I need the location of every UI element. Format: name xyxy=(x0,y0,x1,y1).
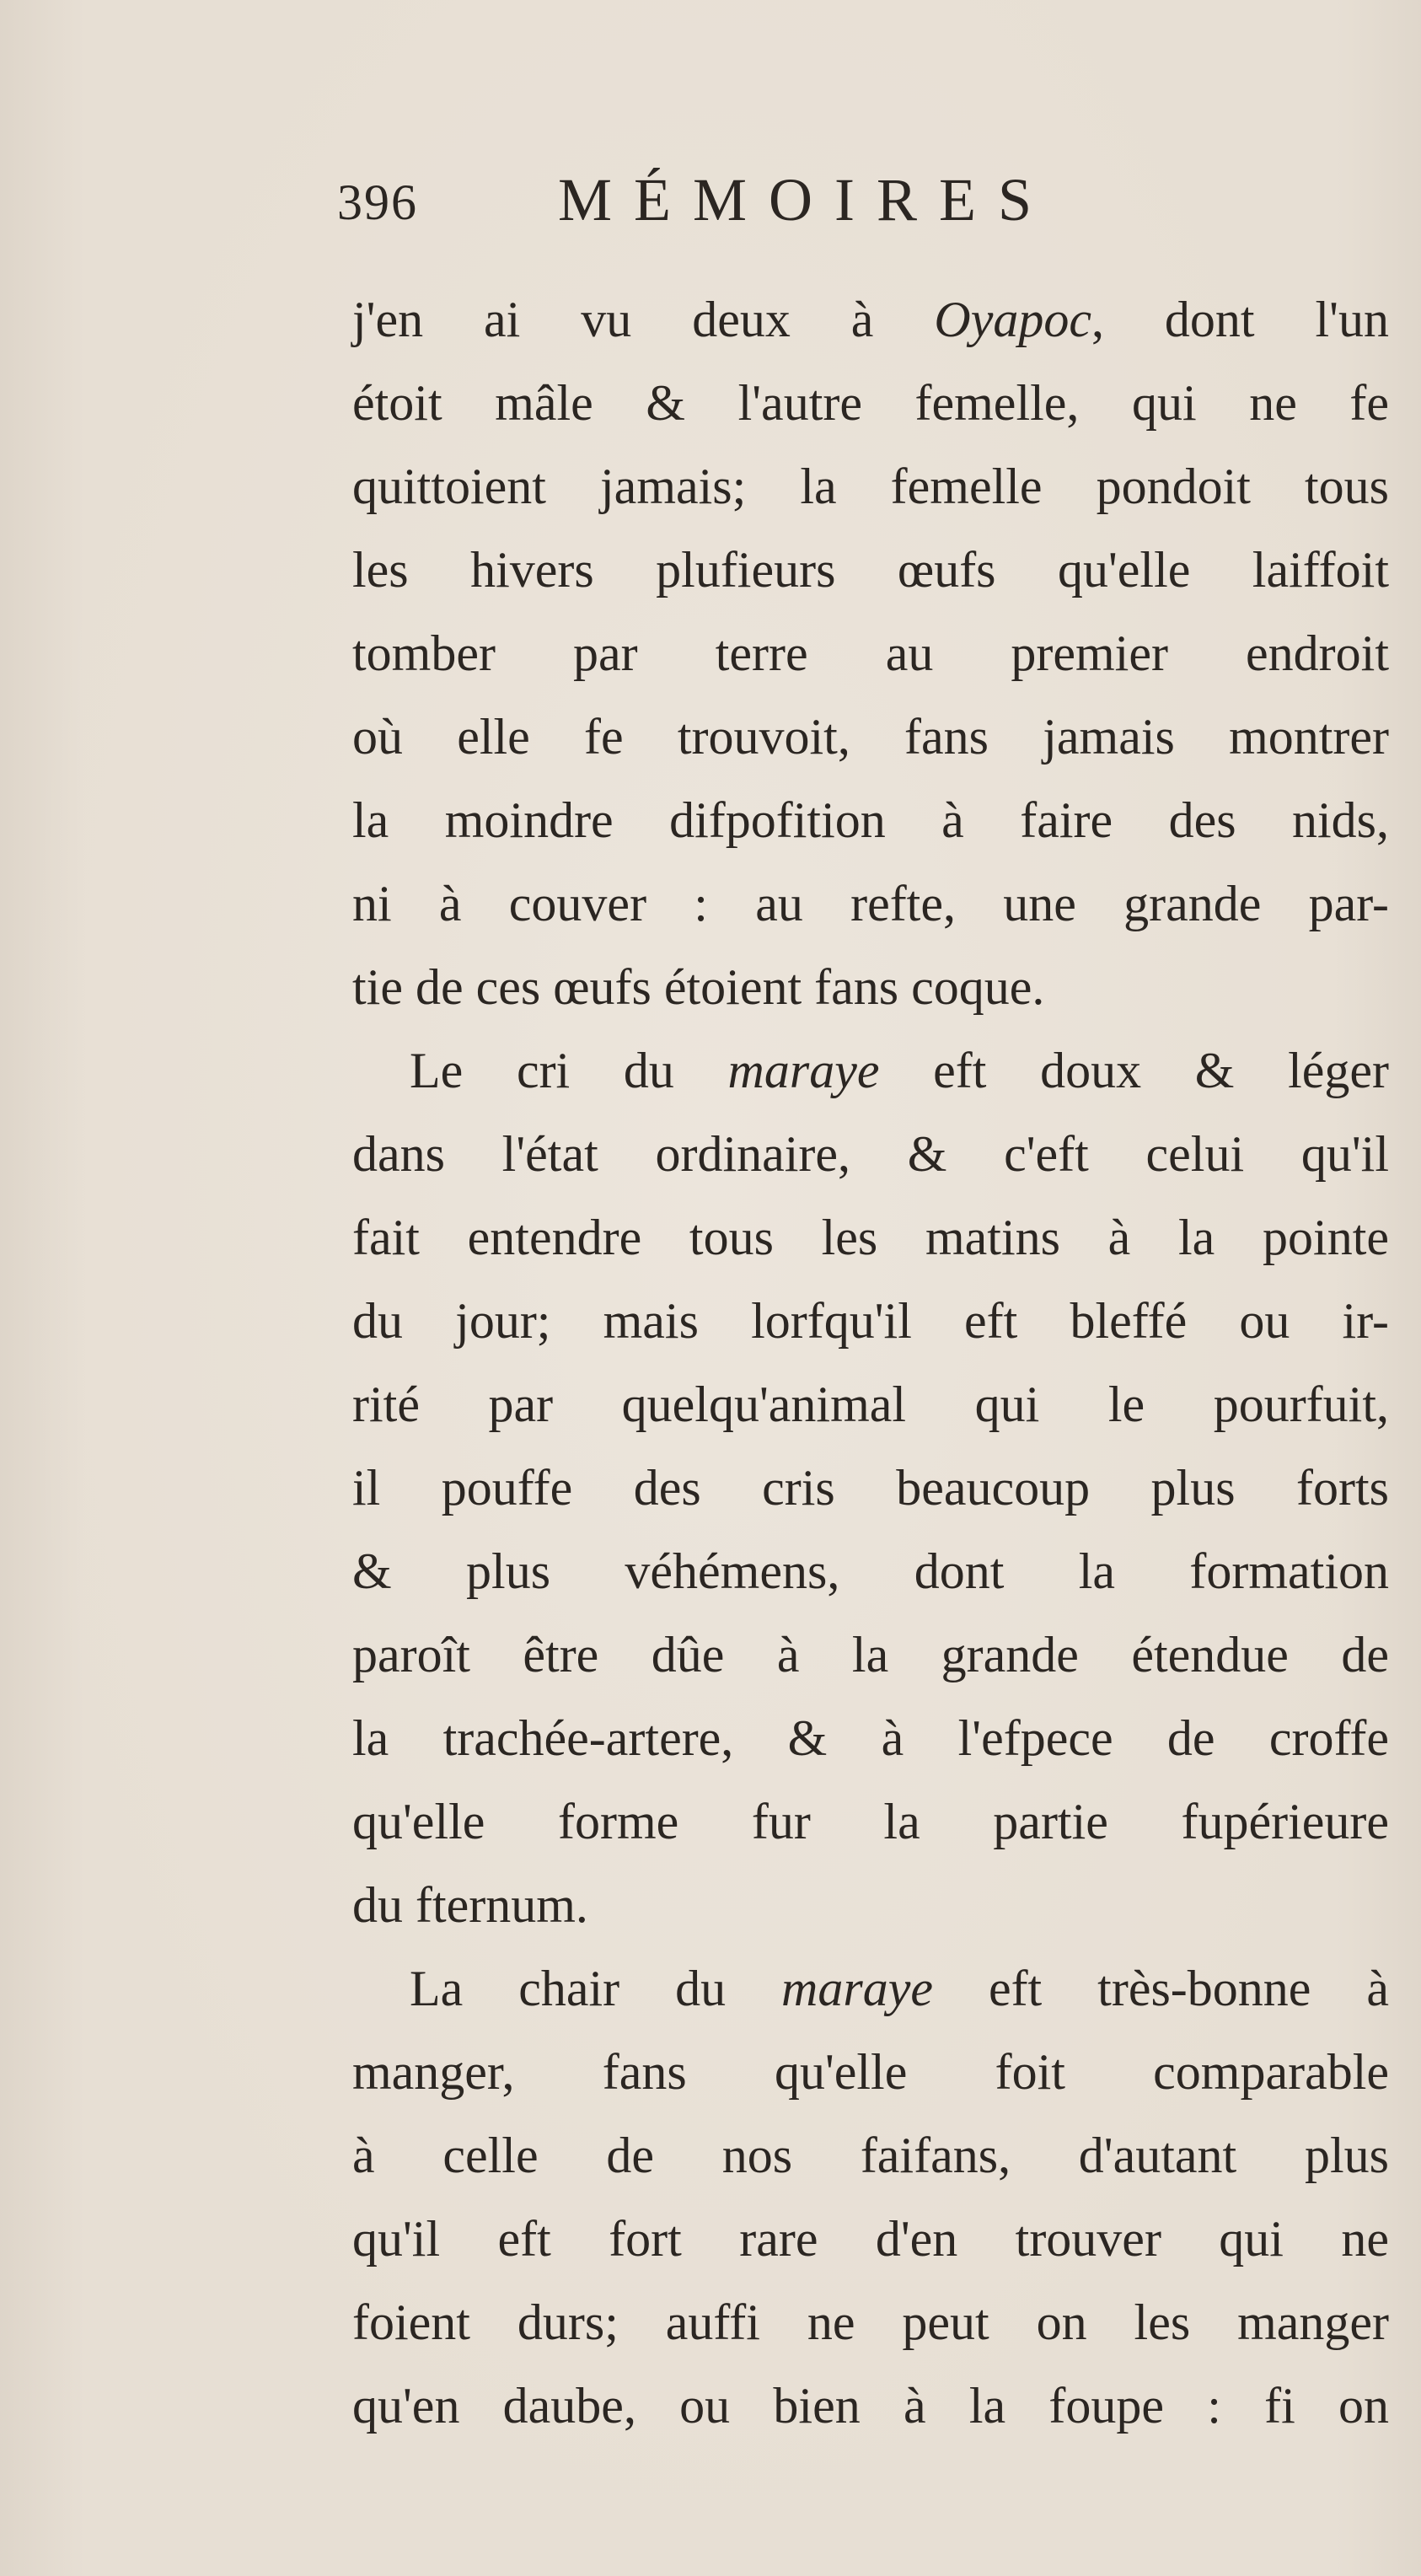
text-line: paroît être dûe à la grande étendue de xyxy=(352,1627,1389,1682)
italic-word: maraye xyxy=(781,1961,933,2016)
paragraph xyxy=(352,1029,1389,1947)
text-line: du jour; mais lorfqu'il eft bleffé ou ir- xyxy=(352,1293,1389,1349)
paragraph xyxy=(352,278,1389,1029)
text-line: tie de ces œufs étoient fans coque. xyxy=(352,959,1045,1015)
text-line: & plus véhémens, dont la formation xyxy=(352,1543,1389,1599)
text-line: ni à couver : au refte, une grande par- xyxy=(352,876,1389,931)
text-line: La chair du maraye eft très-bonne à xyxy=(410,1961,1389,2016)
running-head: MÉMOIRES xyxy=(558,166,1054,233)
paragraph xyxy=(352,1947,1389,2448)
text-line: la moindre difpofition à faire des nids, xyxy=(352,792,1389,848)
body-text xyxy=(352,278,1389,2448)
text-line: qu'elle forme fur la partie fupérieure xyxy=(352,1794,1389,1849)
italic-word: maraye xyxy=(727,1043,880,1098)
text-line: les hivers plufieurs œufs qu'elle laiffoit xyxy=(352,542,1389,598)
page-header xyxy=(337,165,1180,258)
italic-word: Oyapoc xyxy=(934,292,1091,347)
text-line: dans l'état ordinaire, & c'eft celui qu'il xyxy=(352,1126,1389,1182)
text-line: la trachée-artere, & à l'efpece de croffe xyxy=(352,1710,1389,1766)
text-line: à celle de nos faifans, d'autant plus xyxy=(352,2128,1389,2183)
text-line: qu'en daube, ou bien à la foupe : fi on xyxy=(352,2378,1389,2434)
text-line: foient durs; auffi ne peut on les manger xyxy=(352,2294,1389,2350)
text-line: tomber par terre au premier endroit xyxy=(352,625,1389,681)
text-line: quittoient jamais; la femelle pondoit tous xyxy=(352,459,1389,514)
text-line: où elle fe trouvoit, fans jamais montrer xyxy=(352,709,1389,765)
text-line: il pouffe des cris beaucoup plus forts xyxy=(352,1460,1389,1516)
text-line: fait entendre tous les matins à la pointe xyxy=(352,1210,1389,1265)
text-line: Le cri du maraye eft doux & léger xyxy=(410,1043,1389,1098)
page-number: 396 xyxy=(337,174,418,230)
text-line: qu'il eft fort rare d'en trouver qui ne xyxy=(352,2211,1389,2267)
text-line: j'en ai vu deux à Oyapoc, dont l'un xyxy=(352,292,1389,347)
text-line: du fternum. xyxy=(352,1877,588,1933)
text-line: étoit mâle & l'autre femelle, qui ne fe xyxy=(352,375,1389,431)
text-line: rité par quelqu'animal qui le pourfuit, xyxy=(352,1377,1389,1432)
text-line: manger, fans qu'elle foit comparable xyxy=(352,2044,1389,2100)
